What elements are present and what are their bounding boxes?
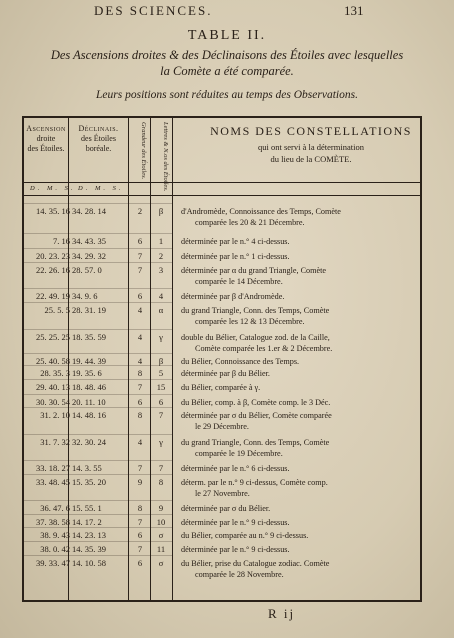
star-letter-cell: 9 xyxy=(158,503,164,513)
ra-cell: 20. 23. 23 xyxy=(36,251,70,261)
magnitude-cell: 9 xyxy=(137,477,143,487)
dec-cell: 28. 57. 0 xyxy=(72,265,102,275)
row-rule xyxy=(24,288,172,289)
constellation-description xyxy=(181,410,419,432)
row-rule xyxy=(24,353,172,354)
ra-units: D. M. S. xyxy=(30,185,76,192)
description-line1: double du Bélier, Catalogue zod. de la Caille, xyxy=(181,333,330,342)
star-letter-cell: 10 xyxy=(156,517,166,527)
star-letter-cell: 8 xyxy=(158,477,164,487)
row-rule xyxy=(24,203,172,204)
dec-cell: 20. 11. 10 xyxy=(72,397,106,407)
constellation-description xyxy=(181,463,419,474)
star-letter-cell: 15 xyxy=(156,382,166,392)
description-line2: le 27 Novembre. xyxy=(195,489,250,498)
row-rule xyxy=(24,262,172,263)
magnitude-cell: 6 xyxy=(137,236,143,246)
row-rule xyxy=(24,514,172,515)
constellation-description xyxy=(181,382,419,393)
dec-cell: 14. 48. 16 xyxy=(72,410,106,420)
ra-header-line2: droite xyxy=(36,134,56,143)
ra-cell: 39. 33. 47 xyxy=(36,558,70,568)
ra-cell: 22. 49. 19 xyxy=(36,291,70,301)
constellation-description xyxy=(181,332,419,354)
running-title: DES SCIENCES. xyxy=(94,3,213,18)
running-head xyxy=(0,3,454,19)
ra-cell: 36. 47. 6 xyxy=(40,503,70,513)
ra-cell: 33. 18. 27 xyxy=(36,463,70,473)
dec-cell: 14. 10. 58 xyxy=(72,558,106,568)
ra-cell: 22. 26. 16 xyxy=(36,265,70,275)
description-line1: du grand Triangle, Conn. des Temps, Comète xyxy=(181,438,330,447)
letter-column-header: Lettres & N.os des Étoiles. xyxy=(162,122,169,192)
row-rule xyxy=(24,555,172,556)
table-number: TABLE II. xyxy=(187,28,267,43)
star-letter-cell: γ xyxy=(159,437,163,447)
description-line1: du Bélier, comp. à β, Comète comp. le 3 Déc. xyxy=(181,398,331,407)
row-rule xyxy=(24,394,172,395)
star-letter-cell: β xyxy=(158,206,164,216)
star-letter-cell: 3 xyxy=(158,265,164,275)
dec-cell: 14. 35. 39 xyxy=(72,544,106,554)
row-rule xyxy=(24,233,172,234)
description-line1: déterminée par le n.° 6 ci-dessus. xyxy=(181,464,290,473)
constellation-description xyxy=(181,397,419,408)
ra-cell: 25. 25. 25 xyxy=(36,332,70,342)
ra-header-line1: Ascension xyxy=(26,124,66,133)
description-line1: du Bélier, prise du Catalogue zodiac. Comète xyxy=(181,559,330,568)
constellation-description xyxy=(181,356,419,367)
description-line2: comparée le 28 Novembre. xyxy=(195,570,284,579)
dec-cell: 34. 29. 32 xyxy=(72,251,106,261)
ra-header-line3: des Étoiles. xyxy=(27,144,65,153)
dec-cell: 34. 9. 6 xyxy=(72,291,98,301)
description-line1: déterminée par σ du Bélier, Comète comparée xyxy=(181,411,332,420)
dec-cell: 15. 55. 1 xyxy=(72,503,102,513)
magnitude-cell: 8 xyxy=(137,410,143,420)
magnitude-cell: 4 xyxy=(137,332,143,342)
magnitude-cell: 6 xyxy=(137,558,143,568)
star-letter-cell: 2 xyxy=(158,251,164,261)
description-line1: du Bélier, Connoissance des Temps. xyxy=(181,357,300,366)
ra-column-header xyxy=(24,124,68,154)
description-line1: du grand Triangle, Conn. des Temps, Comète xyxy=(181,306,330,315)
row-rule xyxy=(24,434,172,435)
description-line2: comparée les 20 & 21 Décembre. xyxy=(195,218,305,227)
dec-cell: 34. 28. 14 xyxy=(72,206,106,216)
constellation-description xyxy=(181,291,419,302)
magnitude-cell: 7 xyxy=(137,265,143,275)
row-rule xyxy=(24,407,172,408)
column-rule xyxy=(172,116,173,602)
magnitude-cell: 4 xyxy=(137,356,143,366)
ra-cell: 31. 2. 10 xyxy=(40,410,70,420)
magnitude-cell: 4 xyxy=(137,437,143,447)
dec-header-line1: Déclinais. xyxy=(78,124,119,133)
row-rule xyxy=(24,500,172,501)
page-number: 131 xyxy=(344,3,364,18)
header-rule xyxy=(22,182,422,183)
names-column-header: NOMS DES CONSTELLATIONS xyxy=(210,124,412,138)
ra-cell: 38. 9. 43 xyxy=(40,530,70,540)
magnitude-cell: 6 xyxy=(137,291,143,301)
description-line1: du Bélier, comparée au n.° 9 ci-dessus. xyxy=(181,531,309,540)
magnitude-cell: 6 xyxy=(137,397,143,407)
ra-cell: 25. 40. 58 xyxy=(36,356,70,366)
star-letter-cell: α xyxy=(158,305,164,315)
dec-cell: 34. 43. 35 xyxy=(72,236,106,246)
description-line1: déterminée par le n.° 1 ci-dessus. xyxy=(181,252,290,261)
dec-cell: 14. 3. 55 xyxy=(72,463,102,473)
row-rule xyxy=(24,302,172,303)
description-line1: déterminée par β du Bélier. xyxy=(181,369,270,378)
row-rule xyxy=(24,460,172,461)
magnitude-column-header: Grandeur des Étoiles. xyxy=(140,122,147,180)
names-header-sub1: qui ont servi à la détermination xyxy=(258,142,364,152)
column-rule xyxy=(150,116,151,602)
magnitude-cell: 7 xyxy=(137,463,143,473)
star-letter-cell: 7 xyxy=(158,410,164,420)
ra-cell: 29. 40. 13 xyxy=(36,382,70,392)
row-rule xyxy=(24,541,172,542)
dec-column-header xyxy=(69,124,128,154)
star-letter-cell: σ xyxy=(158,558,164,568)
magnitude-cell: 7 xyxy=(137,251,143,261)
description-line1: déterminée par le n.° 4 ci-dessus. xyxy=(181,237,290,246)
magnitude-cell: 7 xyxy=(137,544,143,554)
magnitude-cell: 4 xyxy=(137,305,143,315)
description-line1: déterminée par le n.° 9 ci-dessus. xyxy=(181,518,290,527)
star-letter-cell: γ xyxy=(159,332,163,342)
ra-cell: 37. 38. 58 xyxy=(36,517,70,527)
description-line2: comparée le 14 Décembre. xyxy=(195,277,283,286)
signature-mark: R ij xyxy=(268,606,296,621)
description-line1: déterminée par α du grand Triangle, Comète xyxy=(181,266,327,275)
magnitude-cell: 8 xyxy=(137,368,143,378)
constellation-description xyxy=(181,503,419,514)
constellation-description xyxy=(181,265,419,287)
description-line1: du Bélier, comparée à γ. xyxy=(181,383,261,392)
ra-cell: 30. 30. 54 xyxy=(36,397,70,407)
description-line2: le 29 Décembre. xyxy=(195,422,249,431)
ra-cell: 28. 35. 3 xyxy=(40,368,70,378)
table-subtitle-line2: la Comète a été comparée. xyxy=(160,64,294,78)
constellation-description xyxy=(181,368,419,379)
constellation-description xyxy=(181,236,419,247)
ra-cell: 7. 16 xyxy=(53,236,70,246)
row-rule xyxy=(24,329,172,330)
dec-cell: 18. 48. 46 xyxy=(72,382,106,392)
dec-cell: 15. 35. 20 xyxy=(72,477,106,487)
dec-header-line2: des Étoiles xyxy=(81,134,116,143)
dec-cell: 19. 35. 6 xyxy=(72,368,102,378)
dec-cell: 32. 30. 24 xyxy=(72,437,106,447)
constellation-description xyxy=(181,517,419,528)
constellation-description xyxy=(181,544,419,555)
ra-cell: 33. 48. 45 xyxy=(36,477,70,487)
description-line2: comparée le 19 Décembre. xyxy=(195,449,283,458)
constellation-description xyxy=(181,206,419,228)
dec-header-line3: boréale. xyxy=(85,144,112,153)
row-rule xyxy=(24,527,172,528)
table-subtitle-line3: Leurs positions sont réduites au temps des Observations. xyxy=(96,89,358,101)
description-line1: déterminée par β d'Andromède. xyxy=(181,292,285,301)
star-letter-cell: β xyxy=(158,356,164,366)
star-letter-cell: 6 xyxy=(158,397,164,407)
dec-cell: 14. 17. 2 xyxy=(72,517,102,527)
star-letter-cell: 4 xyxy=(158,291,164,301)
constellation-description xyxy=(181,305,419,327)
names-header-sub2: du lieu de la COMÈTE. xyxy=(270,154,352,164)
dec-units: D. M. S. xyxy=(78,185,124,192)
ra-cell: 38. 0. 42 xyxy=(40,544,70,554)
row-rule xyxy=(24,248,172,249)
star-letter-cell: σ xyxy=(158,530,164,540)
dec-cell: 14. 23. 13 xyxy=(72,530,106,540)
magnitude-cell: 7 xyxy=(137,382,143,392)
dec-cell: 28. 31. 19 xyxy=(72,305,106,315)
description-line1: déterm. par le n.° 9 ci-dessus, Comète comp. xyxy=(181,478,328,487)
star-letter-cell: 5 xyxy=(158,368,164,378)
dec-cell: 18. 35. 59 xyxy=(72,332,106,342)
description-line2: comparée les 12 & 13 Décembre. xyxy=(195,317,305,326)
description-line2: Comète comparée les 1.er & 2 Décembre. xyxy=(195,344,333,353)
constellation-description xyxy=(181,558,419,580)
ra-cell: 14. 35. 16 xyxy=(36,206,70,216)
star-letter-cell: 7 xyxy=(158,463,164,473)
table-subtitle-line1: Des Ascensions droites & des Déclinaisons des Étoiles avec lesquelles xyxy=(50,48,404,62)
description-line1: d'Andromède, Connoissance des Temps, Comète xyxy=(181,207,341,216)
constellation-description xyxy=(181,477,419,499)
constellation-description xyxy=(181,437,419,459)
magnitude-cell: 6 xyxy=(137,530,143,540)
constellation-description xyxy=(181,530,419,541)
description-line1: déterminée par σ du Bélier. xyxy=(181,504,271,513)
magnitude-cell: 2 xyxy=(137,206,143,216)
magnitude-cell: 8 xyxy=(137,503,143,513)
star-letter-cell: 1 xyxy=(158,236,164,246)
ra-cell: 31. 7. 32 xyxy=(40,437,70,447)
dec-cell: 19. 44. 39 xyxy=(72,356,106,366)
magnitude-cell: 7 xyxy=(137,517,143,527)
constellation-description xyxy=(181,251,419,262)
row-rule xyxy=(24,379,172,380)
star-letter-cell: 11 xyxy=(156,544,166,554)
description-line1: déterminée par le n.° 9 ci-dessus. xyxy=(181,545,290,554)
row-rule xyxy=(24,474,172,475)
units-rule xyxy=(22,195,422,196)
row-rule xyxy=(24,365,172,366)
ra-cell: 25. 5. 5 xyxy=(44,305,70,315)
